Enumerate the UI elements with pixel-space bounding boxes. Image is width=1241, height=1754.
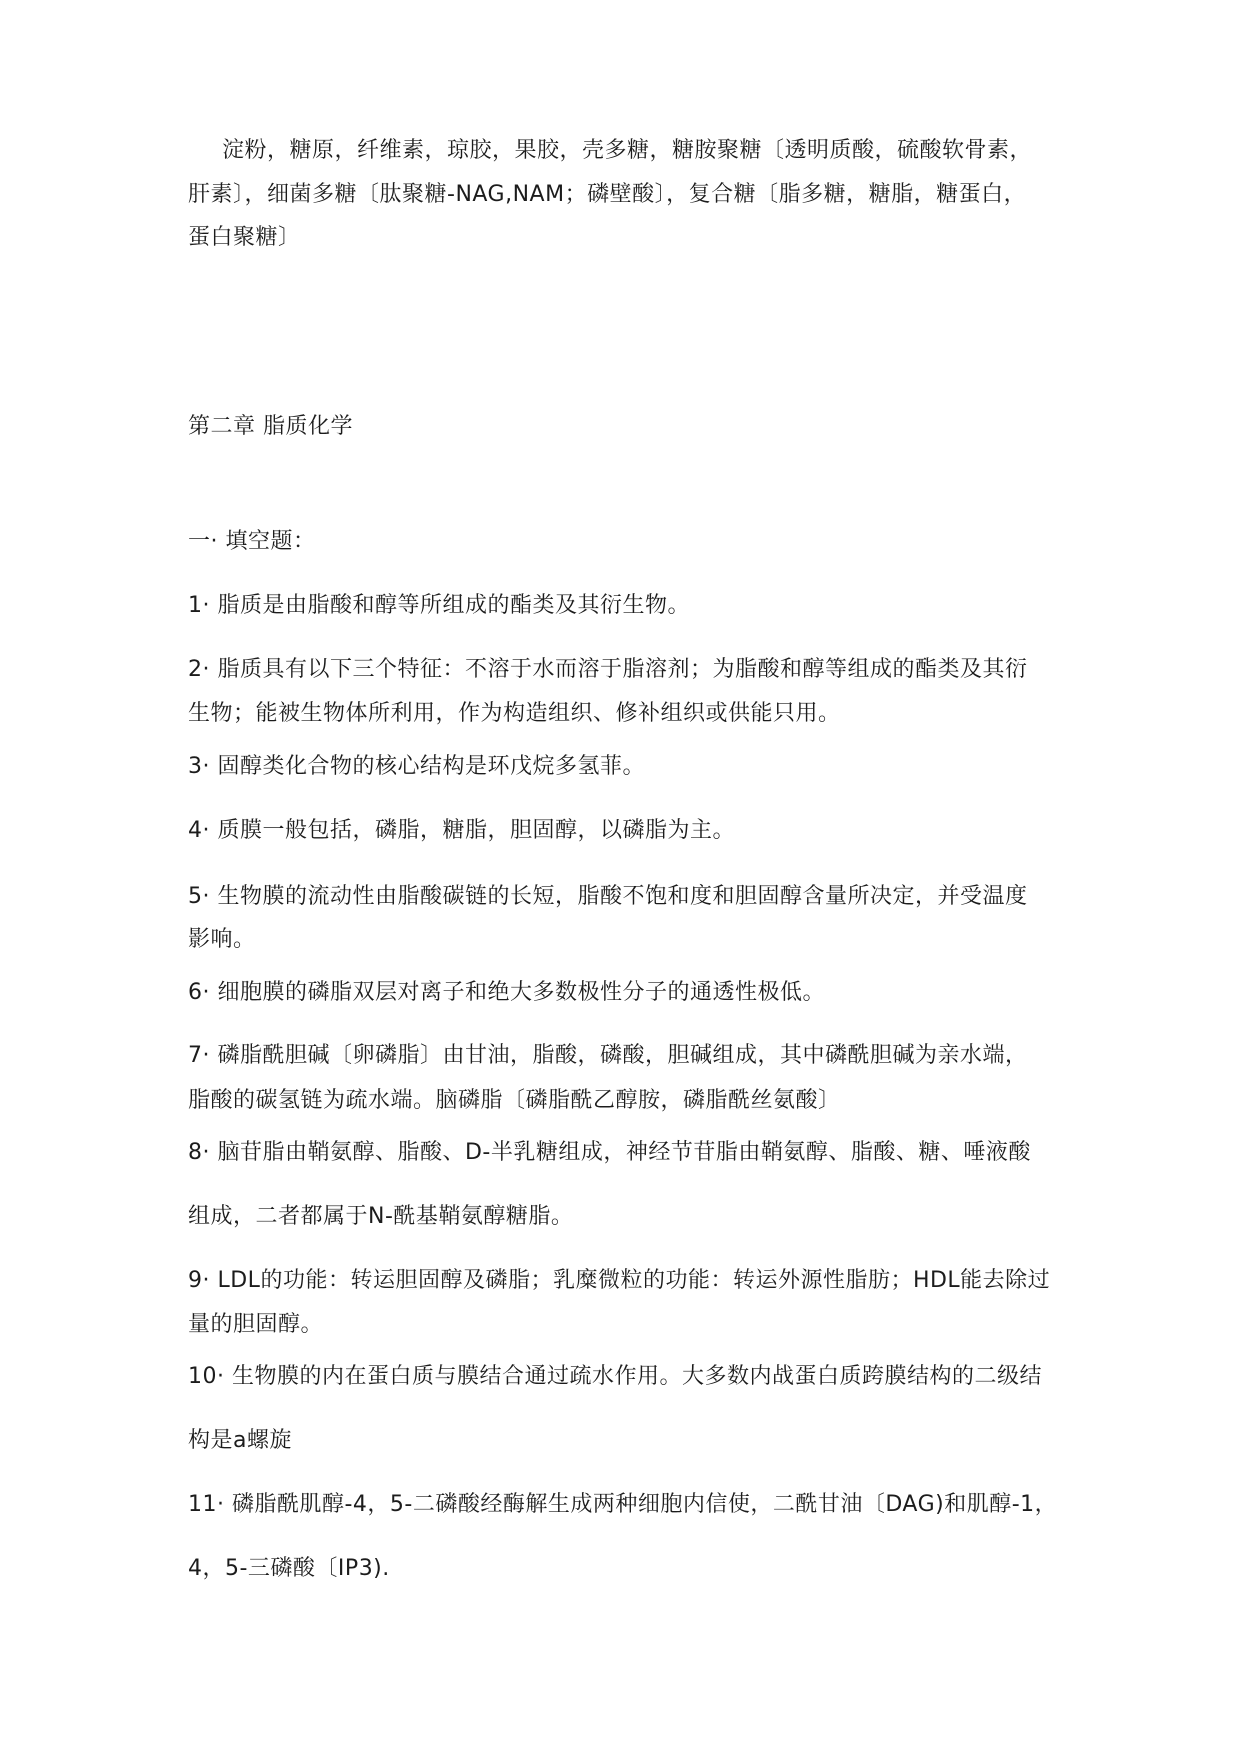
item-3: 3· 固醇类化合物的核心结构是环戊烷多氢菲。 (188, 754, 645, 779)
item-8-line-1: 8· 脑苷脂由鞘氨醇、脂酸、D-半乳糖组成，神经节苷脂由鞘氨醇、脂酸、糖、唾液酸 (188, 1140, 1031, 1165)
item-1: 1· 脂质是由脂酸和醇等所组成的酯类及其衍生物。 (188, 593, 690, 618)
item-4: 4· 质膜一般包括，磷脂，糖脂，胆固醇，以磷脂为主。 (188, 818, 735, 843)
item-11-line-1: 11· 磷脂酰肌醇-4，5-二磷酸经酶解生成两种细胞内信使，二酰甘油〔DAG)和肌醇-1， (188, 1492, 1058, 1517)
item-6: 6· 细胞膜的磷脂双层对离子和绝大多数极性分子的通透性极低。 (188, 980, 825, 1005)
item-9-line-1: 9· LDL的功能：转运胆固醇及磷脂；乳糜微粒的功能：转运外源性脂肪；HDL能去除过 (188, 1268, 1051, 1293)
item-7-line-1: 7· 磷脂酰胆碱〔卵磷脂〕由甘油，脂酸，磷酸，胆碱组成，其中磷酰胆碱为亲水端， (188, 1043, 1028, 1068)
intro-line-3: 蛋白聚糖〕 (188, 225, 301, 250)
item-11-line-2: 4，5-三磷酸〔IP3). (188, 1556, 390, 1581)
item-2-line-2: 生物；能被生物体所利用，作为构造组织、修补组织或供能只用。 (188, 701, 841, 726)
item-5-line-2: 影响。 (188, 927, 256, 952)
section-title: 一· 填空题： (188, 529, 316, 554)
item-7-line-2: 脂酸的碳氢链为疏水端。脑磷脂〔磷脂酰乙醇胺，磷脂酰丝氨酸〕 (188, 1088, 841, 1113)
item-9-line-2: 量的胆固醇。 (188, 1312, 324, 1337)
item-5-line-1: 5· 生物膜的流动性由脂酸碳链的长短，脂酸不饱和度和胆固醇含量所决定，并受温度 (188, 884, 1028, 909)
item-10-line-1: 10· 生物膜的内在蛋白质与膜结合通过疏水作用。大多数内战蛋白质跨膜结构的二级结 (188, 1364, 1042, 1389)
item-8-line-2: 组成，二者都属于N-酰基鞘氨醇糖脂。 (188, 1204, 574, 1229)
intro-line-2: 肝素〕，细菌多糖〔肽聚糖-NAG,NAM；磷壁酸〕，复合糖〔脂多糖，糖脂，糖蛋白， (188, 182, 1027, 207)
intro-line-1: 淀粉，糖原，纤维素，琼胶，果胶，壳多糖，糖胺聚糖〔透明质酸，硫酸软骨素， (222, 138, 1033, 163)
chapter-title: 第二章 脂质化学 (188, 414, 353, 439)
item-10-line-2: 构是a螺旋 (188, 1428, 292, 1453)
item-2-line-1: 2· 脂质具有以下三个特征：不溶于水而溶于脂溶剂；为脂酸和醇等组成的酯类及其衍 (188, 657, 1028, 682)
